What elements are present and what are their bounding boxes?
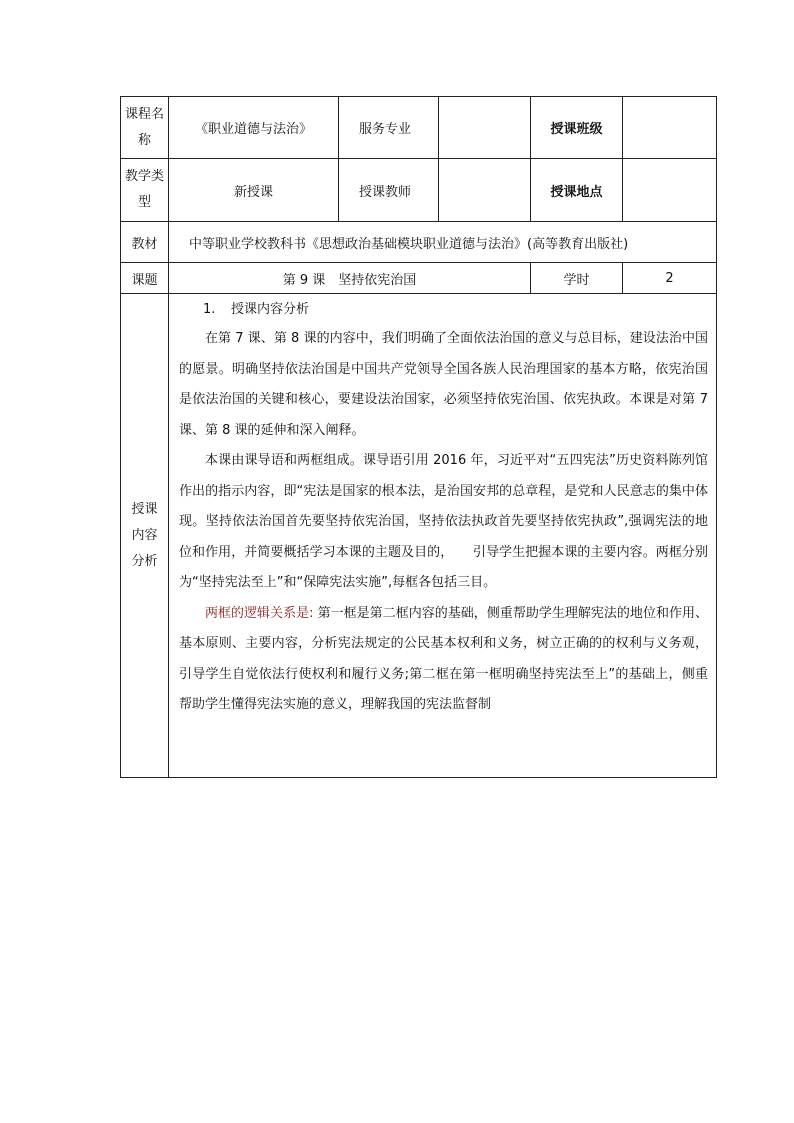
paragraph-1: 在第 7 课、第 8 课的内容中，我们明确了全面依法治国的意义与总目标，建设法治中国的愿景。明确坚持依法治国是中国共产党领导全国各族人民治理国家的基本方略，依宪治国是依法治国的关键和核心，要建设法治国家，必须坚持依宪治国、依宪执政。本课是对第 7 课、第 8 课的延伸和深入阐释。	[179, 331, 708, 438]
location-label: 授课地点	[531, 159, 623, 222]
paragraph-2: 本课由课导语和两框组成。课导语引用 2016 年，习近平对“五四宪法”历史资料陈列馆作出的指示内容，即“宪法是国家的根本法，是治国安邦的总章程，是党和人民意志的集中体现。坚持依法治国首先要坚持依宪治国，坚持依法执政首先要坚持依宪执政”,强调宪法的地位和作用，并简要概括学习本课的主题及目的， 引导学生把握本课的主要内容。两框分别为“坚持宪法至上”和“保障宪法实施”,每框各包括三目。	[179, 453, 708, 590]
row-analysis	[121, 294, 717, 778]
textbook-label: 教材	[121, 222, 169, 263]
location-value	[623, 159, 717, 222]
empty-cell	[439, 97, 531, 159]
teaching-type-value: 新授课	[169, 159, 339, 222]
paragraph-3	[179, 599, 708, 721]
hours-value: 2	[623, 263, 717, 294]
topic-label: 课题	[121, 263, 169, 294]
major-value: 服务专业	[339, 97, 439, 159]
class-value	[623, 97, 717, 159]
teacher-value	[439, 159, 531, 222]
course-name-value: 《职业道德与法治》	[169, 97, 339, 159]
row-teaching-type	[121, 159, 717, 222]
analysis-label: 授课内容分析	[121, 294, 169, 778]
class-label: 授课班级	[531, 97, 623, 159]
textbook-value: 中等职业学校教科书《思想政治基础模块职业道德与法治》(高等教育出版社)	[169, 222, 717, 263]
row-course-name	[121, 97, 717, 159]
section-number: 1.	[203, 302, 216, 317]
section-heading-text: 授课内容分析	[231, 302, 310, 317]
topic-value: 第 9 课 坚持依宪治国	[169, 263, 531, 294]
hours-label: 学时	[531, 263, 623, 294]
row-topic	[121, 263, 717, 294]
analysis-content	[169, 294, 717, 778]
logic-relation-heading: 两框的逻辑关系是:	[205, 605, 314, 621]
row-textbook	[121, 222, 717, 263]
teaching-type-label: 教学类型	[121, 159, 169, 222]
section-heading	[203, 300, 708, 320]
teacher-label: 授课教师	[339, 159, 439, 222]
lesson-plan-table	[120, 96, 717, 778]
paragraph-3-text: 第一框是第二框内容的基础，侧重帮助学生理解宪法的地位和作用、基本原则、主要内容，分析宪法规定的公民基本权利和义务，树立正确的的权利与义务观，引导学生自觉依法行使权利和履行义务;第二框在第一框明确坚持宪法至上”的基础上，侧重帮助学生懂得宪法实施的意义，理解我国的宪法监督制	[179, 605, 708, 712]
course-name-label: 课程名称	[121, 97, 169, 159]
